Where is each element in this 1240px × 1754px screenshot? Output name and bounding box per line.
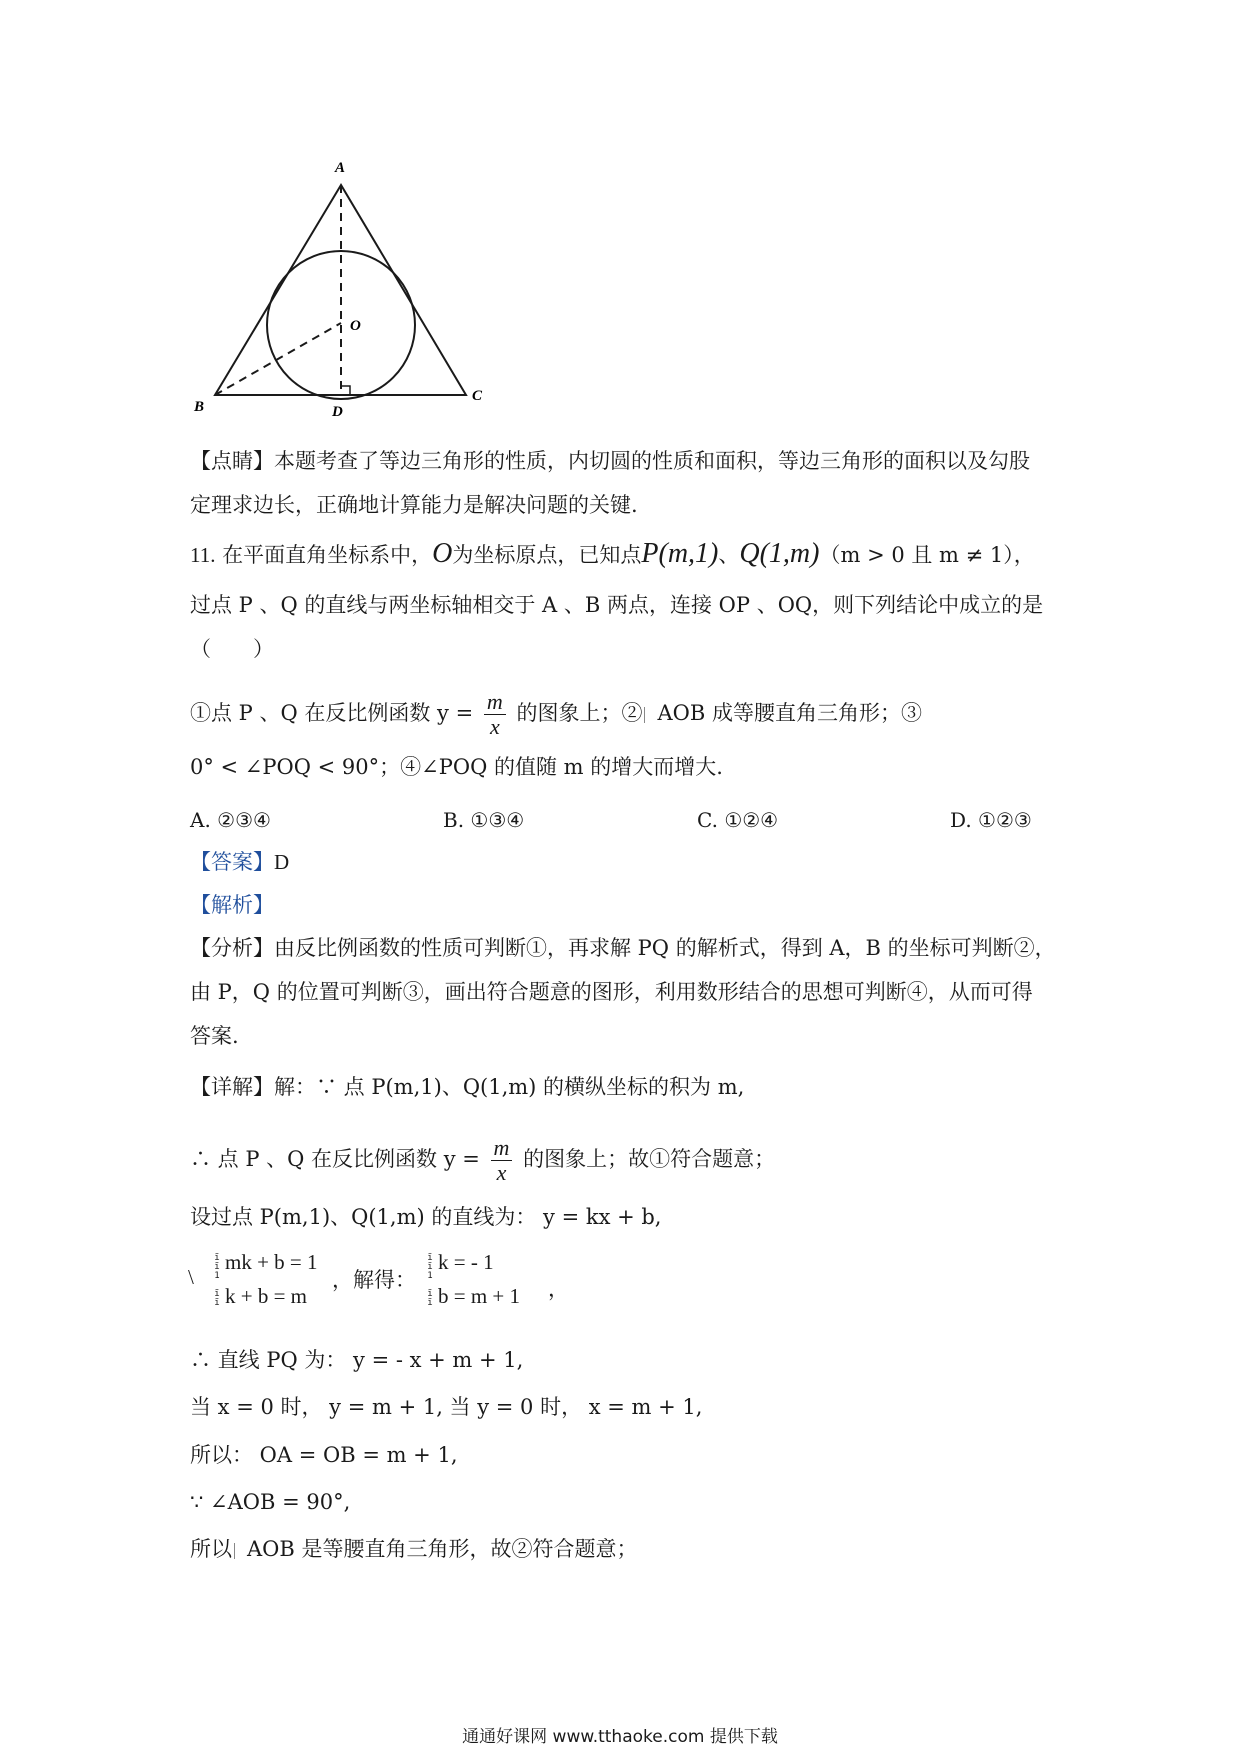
fraction-numerator: m (484, 690, 506, 715)
question-line-1 (190, 539, 1035, 570)
triangle-symbol (644, 707, 655, 723)
detail-line-3: 设过点 P(m,1)、Q(1,m) 的直线为： y = kx + b, (190, 1205, 662, 1229)
fraction-m-over-x (484, 690, 506, 739)
detail-text-1: 解：∵ 点 P(m,1)、Q(1,m) 的横纵坐标的积为 m, (274, 1075, 745, 1099)
question-text-2: 为坐标原点，已知点 (452, 543, 642, 567)
detail-text-2b: 的图象上；故①符合题意； (523, 1147, 776, 1171)
label-b: B (194, 399, 205, 415)
page-footer: 通通好课网 www.tthaoke.com 提供下载 (462, 1727, 778, 1747)
fraction-denominator-2: x (496, 1160, 507, 1185)
detail-line-8: ∵ ∠AOB = 90°, (190, 1490, 351, 1514)
option-d (950, 805, 1032, 835)
system-sol-1: k = - 1 (438, 1250, 494, 1274)
dianjing-line-2: 定理求边长，正确地计算能力是解决问题的关键. (190, 493, 638, 517)
geometry-figure (180, 150, 483, 420)
label-d: D (332, 404, 343, 420)
triangle-symbol-2 (234, 1543, 245, 1559)
system-end: ， (548, 1277, 569, 1301)
option-a-label: A. (190, 808, 211, 832)
label-c: C (472, 388, 483, 404)
label-a: A (335, 160, 346, 176)
left-brace-1: ĩ ĩ 1 ĩ ĩ (214, 1253, 220, 1308)
fenxi-text-1: 由反比例函数的性质可判断①，再求解 PQ 的解析式，得到 A，B 的坐标可判断②， (274, 936, 1056, 960)
dianjing-line-1 (190, 446, 1030, 476)
jiexi-tag: 【解析】 (190, 893, 274, 917)
option-c (697, 805, 778, 835)
detail-text-2a: ∴ 点 P 、Q 在反比例函数 y = (190, 1147, 480, 1171)
question-line-2: 过点 P 、Q 的直线与两坐标轴相交于 A 、B 两点，连接 OP 、OQ，则下列结论中成立的是 (190, 593, 1044, 617)
fraction-denominator: x (489, 714, 500, 739)
fenxi-line-1 (190, 933, 1056, 963)
separator: 、 (718, 543, 740, 567)
question-number: 11. (190, 543, 216, 567)
point-p: P(m,1) (641, 538, 719, 569)
option-a (190, 805, 271, 835)
fraction-m-over-x-2 (491, 1136, 513, 1185)
detail-line-2 (190, 1136, 775, 1185)
detail-text-9a: 所以 (190, 1537, 232, 1561)
origin-o: O (432, 538, 453, 569)
fraction-numerator-2: m (491, 1136, 513, 1161)
fenxi-line-3: 答案. (190, 1024, 239, 1048)
question-text-1: 在平面直角坐标系中， (222, 543, 433, 567)
detail-line-5: ∴ 直线 PQ 为： y = - x + m + 1, (190, 1348, 524, 1372)
detail-tag: 【详解】 (190, 1075, 274, 1099)
left-brace-2: ĩ ĩ 1 ĩ ĩ (427, 1253, 433, 1308)
answer-line (190, 847, 289, 877)
option-d-label: D. (950, 808, 972, 832)
fenxi-line-2: 由 P，Q 的位置可判断③，画出符合题意的图形，利用数形结合的思想可判断④，从而可得 (190, 980, 1033, 1004)
detail-text-9b: AOB 是等腰直角三角形，故②符合题意； (247, 1537, 638, 1561)
condition: （m > 0 且 m ≠ 1）， (819, 543, 1035, 567)
detail-line-1 (190, 1072, 744, 1102)
dashed-line-bo (215, 323, 341, 395)
answer-value: D (274, 850, 290, 874)
detail-line-6: 当 x = 0 时， y = m + 1, 当 y = 0 时， x = m + 1, (190, 1395, 703, 1419)
detail-line-9 (190, 1534, 638, 1564)
statement-1a: ①点 P 、Q 在反比例函数 y = (190, 701, 474, 725)
system-sol-2: b = m + 1 (438, 1284, 521, 1308)
system-eq-1: mk + b = 1 (225, 1250, 318, 1274)
option-c-label: C. (697, 808, 718, 832)
point-q: Q(1,m) (739, 538, 820, 569)
option-b-value: ①③④ (470, 808, 525, 832)
statement-1b: 的图象上；② (516, 701, 643, 725)
statement-line-1 (190, 690, 922, 739)
system-eq-2: k + b = m (225, 1284, 308, 1308)
dianjing-text-1: 本题考查了等边三角形的性质，内切圆的性质和面积，等边三角形的面积以及勾股 (274, 449, 1030, 473)
system-mid: ，解得： (332, 1268, 416, 1292)
option-b (443, 805, 524, 835)
right-angle-mark (341, 386, 350, 395)
system-prefix: \ (188, 1265, 194, 1289)
statement-1c: AOB 成等腰直角三角形；③ (657, 701, 922, 725)
option-d-value: ①②③ (978, 808, 1032, 832)
option-b-label: B. (443, 808, 465, 832)
answer-tag: 【答案】 (190, 850, 274, 874)
jiexi-line (190, 890, 274, 920)
option-c-value: ①②④ (724, 808, 779, 832)
dianjing-tag: 【点睛】 (190, 449, 274, 473)
label-o: O (350, 318, 361, 334)
question-line-3: （ ） (190, 637, 274, 661)
statement-line-2: 0° < ∠POQ < 90°；④∠POQ 的值随 m 的增大而增大. (190, 755, 723, 779)
detail-line-7: 所以： OA = OB = m + 1, (190, 1443, 458, 1467)
option-a-value: ②③④ (217, 808, 271, 832)
fenxi-tag: 【分析】 (190, 936, 274, 960)
